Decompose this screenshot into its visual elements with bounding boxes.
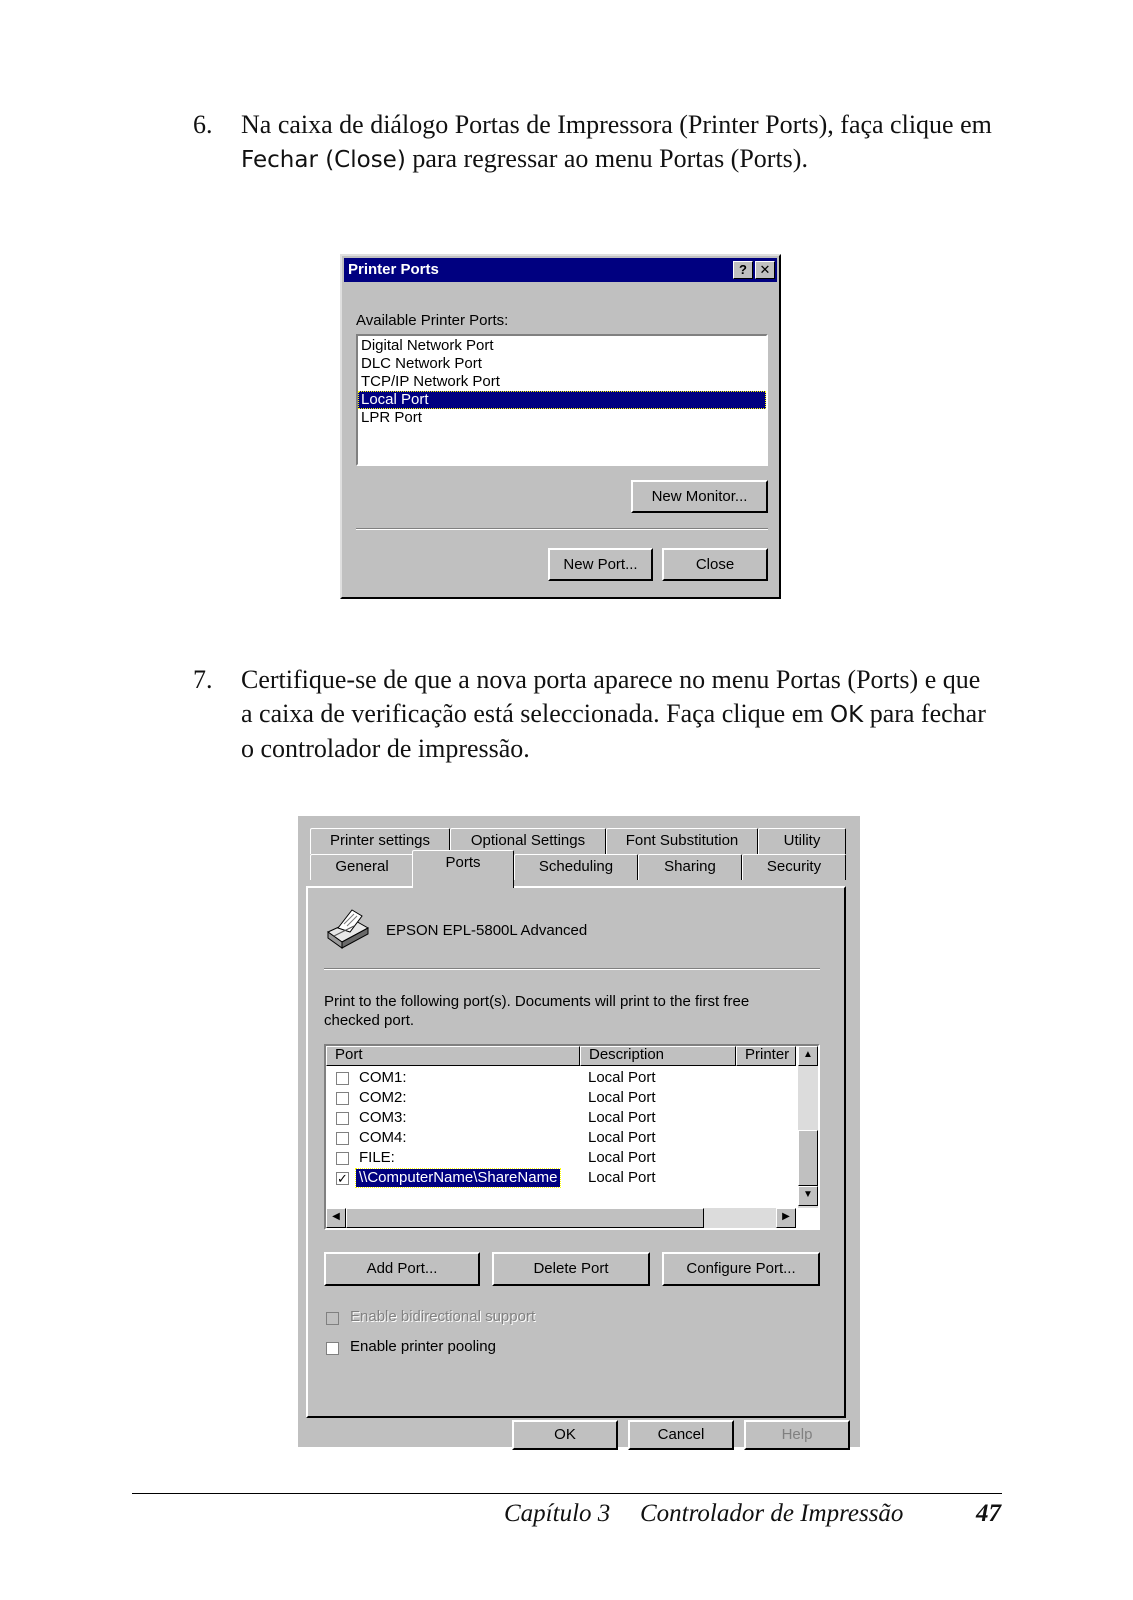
step-number: 7. [193,665,213,694]
table-row[interactable] [326,1148,806,1168]
help-button[interactable]: Help [744,1420,850,1450]
list-item[interactable]: TCP/IP Network Port [361,373,500,390]
ui-term: Fechar (Close) [241,147,406,173]
column-description[interactable]: Description [580,1046,736,1066]
printer-ports-dialog [340,254,781,599]
port-description: Local Port [588,1129,656,1146]
footer-rule [132,1493,1002,1494]
configure-port-button[interactable]: Configure Port... [662,1252,820,1286]
printer-properties-dialog [298,816,860,1447]
port-name: FILE: [359,1149,395,1166]
available-ports-label: Available Printer Ports: [356,312,509,329]
scroll-thumb[interactable] [798,1130,818,1186]
tab-optional-settings[interactable]: Optional Settings [450,828,606,854]
port-description: Local Port [588,1089,656,1106]
port-checkbox[interactable] [336,1092,349,1105]
port-name: \\ComputerName\ShareName [356,1169,560,1187]
tab-ports[interactable]: Ports [412,850,514,888]
pooling-label: Enable printer pooling [350,1338,496,1355]
list-item[interactable]: Digital Network Port [361,337,494,354]
port-checkbox[interactable] [336,1172,349,1185]
step-number: 6. [193,110,213,139]
port-checkbox[interactable] [336,1072,349,1085]
dialog-title-bar [344,258,777,282]
ok-button[interactable]: OK [512,1420,618,1450]
help-icon[interactable]: ? [733,261,753,279]
port-name: COM1: [359,1069,407,1086]
tab-printer-settings[interactable]: Printer settings [310,828,450,854]
tab-security[interactable]: Security [742,854,846,880]
tab-font-substitution[interactable]: Font Substitution [606,828,758,854]
list-item[interactable]: DLC Network Port [361,355,482,372]
column-printer[interactable]: Printer [736,1046,796,1066]
list-item[interactable]: LPR Port [361,409,422,426]
table-row[interactable] [326,1108,806,1128]
table-row[interactable] [326,1068,806,1088]
port-checkbox[interactable] [336,1112,349,1125]
printer-icon [324,906,372,950]
port-description: Local Port [588,1149,656,1166]
dialog-title: Printer Ports [348,261,439,278]
step-text: Na caixa de diálogo Portas de Impressora (Printer Ports), faça clique em Fechar (Close) para regressar ao menu Portas (Ports). [241,110,992,173]
pooling-checkbox[interactable] [326,1342,339,1355]
new-port-button[interactable]: New Port... [548,548,653,581]
scroll-up-icon[interactable]: ▲ [798,1046,818,1066]
scroll-down-icon[interactable]: ▼ [798,1186,818,1206]
ui-term: OK [830,702,864,728]
ports-tab-panel [306,886,846,1418]
port-name: COM2: [359,1089,407,1106]
list-header [326,1046,796,1066]
printer-name: EPSON EPL-5800L Advanced [386,922,588,939]
tab-general[interactable]: General [310,854,414,880]
scroll-right-icon[interactable]: ▶ [776,1208,796,1228]
add-port-button[interactable]: Add Port... [324,1252,480,1286]
delete-port-button[interactable]: Delete Port [492,1252,650,1286]
port-description: Local Port [588,1109,656,1126]
close-button[interactable]: Close [662,548,768,581]
ports-list-view[interactable] [324,1044,820,1230]
port-name: COM4: [359,1129,407,1146]
tab-sharing[interactable]: Sharing [638,854,742,880]
horizontal-scrollbar[interactable] [326,1208,796,1228]
scroll-left-icon[interactable]: ◀ [326,1208,346,1228]
port-name: COM3: [359,1109,407,1126]
ports-instructions: Print to the following port(s). Documents will print to the first free checked port. [324,993,750,1029]
new-monitor-button[interactable]: New Monitor... [631,480,768,513]
column-port[interactable]: Port [326,1046,580,1066]
table-row[interactable] [326,1168,806,1188]
list-item[interactable]: Local Port [358,391,766,409]
ports-listbox[interactable] [356,334,768,466]
port-description: Local Port [588,1069,656,1086]
footer-title: Controlador de Impressão [640,1500,904,1527]
cancel-button[interactable]: Cancel [628,1420,734,1450]
table-row[interactable] [326,1088,806,1108]
bidirectional-label: Enable bidirectional support [350,1308,536,1325]
port-checkbox[interactable] [336,1152,349,1165]
h-scroll-thumb[interactable] [346,1208,704,1228]
port-checkbox[interactable] [336,1132,349,1145]
step-text: Certifique-se de que a nova porta aparece no menu Portas (Ports) e que a caixa de verificação está seleccionada. Faça clique em OK para fechar o controlador de impressão. [241,665,986,763]
close-icon[interactable]: ✕ [755,261,775,279]
port-description: Local Port [588,1169,656,1186]
tab-scheduling[interactable]: Scheduling [514,854,638,880]
vertical-scrollbar[interactable] [798,1046,818,1208]
footer-chapter: Capítulo 3 [504,1500,611,1527]
page-number: 47 [976,1500,1001,1527]
bidirectional-checkbox[interactable] [326,1312,339,1325]
tab-utility[interactable]: Utility [758,828,846,854]
table-row[interactable] [326,1128,806,1148]
